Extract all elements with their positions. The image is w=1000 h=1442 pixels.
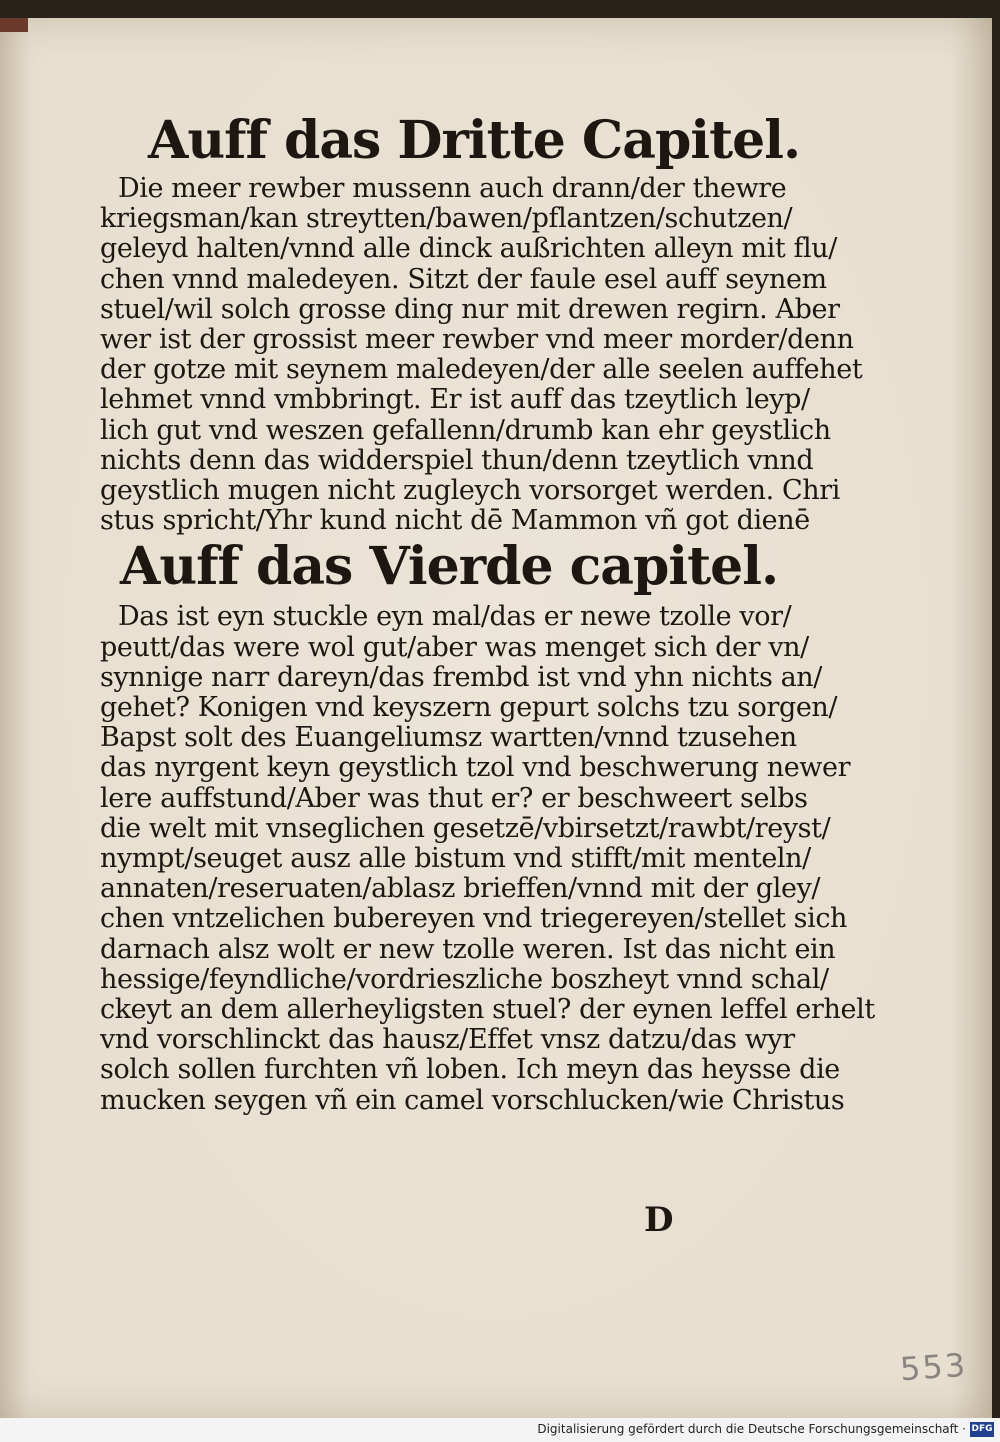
text-line: mucken seygen vñ ein camel vorschlucken/wie Christus	[100, 1084, 845, 1116]
text-line: geystlich mugen nicht zugleych vorsorget werden. Chri	[100, 475, 840, 507]
text-line: lehmet vnnd vmbbringt. Er ist auff das tzeytlich leyp/	[100, 384, 810, 416]
text-line: chen vnnd maledeyen. Sitzt der faule esel auff seynem	[100, 263, 827, 295]
text-line: kriegsman/kan streytten/bawen/pflantzen/schutzen/	[100, 203, 793, 235]
text-line: darnach alsz wolt er new tzolle weren. Ist das nicht ein	[100, 933, 836, 965]
text-line: gehet? Konigen vnd keyszern gepurt solchs tzu sorgen/	[100, 692, 838, 724]
text-line: peutt/das were wol gut/aber was menget sich der vn/	[100, 631, 809, 663]
handwritten-page-number: 553	[898, 1345, 969, 1389]
text-line: stus spricht/Yhr kund nicht dē Mammon vñ got dienē	[100, 505, 810, 537]
text-line: ckeyt an dem allerheyligsten stuel? der eynen leffel erhelt	[100, 994, 875, 1026]
text-line: die welt mit vnseglichen gesetzē/vbirsetzt/rawbt/reyst/	[100, 812, 831, 844]
signature-mark: D	[644, 1200, 674, 1240]
binding-corner	[0, 18, 28, 32]
text-block	[100, 110, 875, 1116]
paragraph-chapter-4	[100, 601, 875, 1116]
text-line: wer ist der grossist meer rewber vnd meer morder/denn	[100, 324, 854, 356]
text-line: synnige narr dareyn/das frembd ist vnd yhn nichts an/	[100, 661, 822, 693]
text-line: annaten/reseruaten/ablasz brieffen/vnnd mit der gley/	[100, 873, 821, 905]
text-line: das nyrgent keyn geystlich tzol vnd beschwerung newer	[100, 752, 851, 784]
text-line: lere auffstund/Aber was thut er? er beschweert selbs	[100, 782, 808, 814]
text-line: geleyd halten/vnnd alle dinck außrichten alleyn mit flu/	[100, 233, 837, 265]
text-line: Bapst solt des Euangeliumsz wartten/vnnd tzusehen	[100, 722, 797, 754]
text-line: vnd vorschlinckt das hausz/Effet vnsz datzu/das wyr	[100, 1024, 795, 1056]
text-line: lich gut vnd weszen gefallenn/drumb kan ehr geystlich	[100, 414, 831, 446]
text-line: Das ist eyn stuckle eyn mal/das er newe tzolle vor/	[118, 601, 792, 633]
dfg-logo-icon: DFG	[970, 1422, 994, 1437]
text-line: hessige/feyndliche/vordrieszliche boszheyt vnnd schal/	[100, 963, 829, 995]
credit-bar	[0, 1418, 1000, 1442]
chapter-heading-3: Auff das Dritte Capitel.	[148, 110, 801, 171]
text-line: chen vntzelichen bubereyen vnd triegereyen/stellet sich	[100, 903, 848, 935]
paragraph-chapter-3	[100, 173, 863, 537]
chapter-heading-4: Auff das Vierde capitel.	[120, 536, 779, 598]
text-line: nympt/seuget ausz alle bistum vnd stifft/mit menteln/	[100, 843, 811, 875]
book-page	[0, 18, 992, 1418]
text-line: stuel/wil solch grosse ding nur mit drewen regirn. Aber	[100, 293, 840, 325]
text-line: nichts denn das widderspiel thun/denn tzeytlich vnnd	[100, 444, 814, 476]
text-line: Die meer rewber mussenn auch drann/der thewre	[118, 173, 787, 204]
funding-credit: Digitalisierung gefördert durch die Deutsche Forschungsgemeinschaft ·	[537, 1422, 966, 1436]
text-line: der gotze mit seynem maledeyen/der alle seelen auffehet	[100, 354, 863, 386]
text-line: solch sollen furchten vñ loben. Ich meyn das heysse die	[100, 1054, 840, 1086]
